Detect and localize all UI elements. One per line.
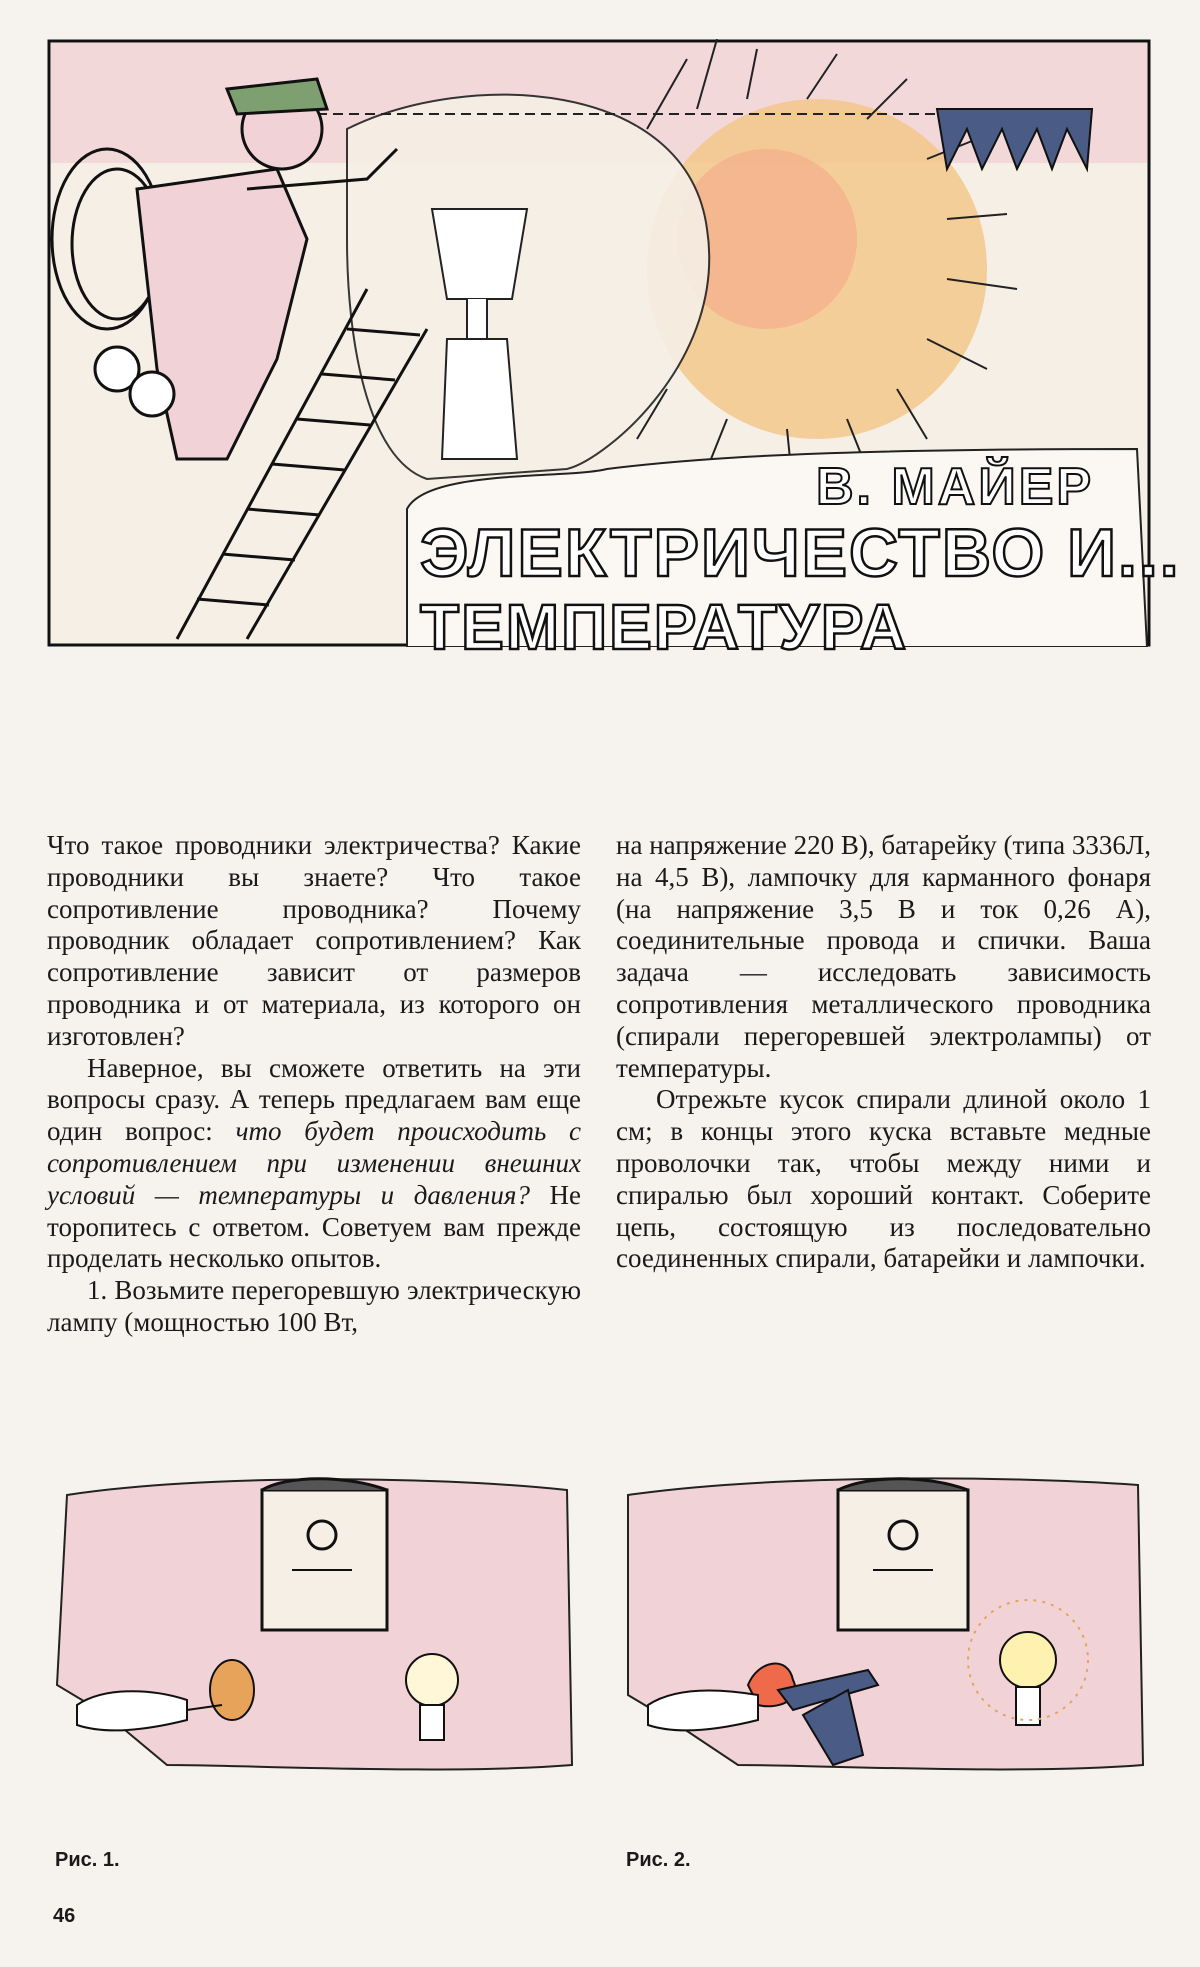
paragraph: 1. Возьмите перегоревшую электрическую лампу (мощностью 100 Вт, — [47, 1275, 581, 1337]
battery — [838, 1479, 968, 1630]
figure-1-caption: Рис. 1. — [55, 1849, 120, 1871]
figure-1-art — [47, 1465, 577, 1780]
paragraph-text: Наверное, вы сможете ответить на эти вопросы сразу. А теперь предлагаем вам еще один вопрос: — [47, 1052, 581, 1147]
article-title-line2: ТЕМПЕРАТУРА — [420, 591, 909, 663]
figure-2 — [618, 1465, 1148, 1780]
figure-2-art — [618, 1465, 1148, 1780]
paragraph: Отрежьте кусок спирали длиной около 1 см; в концы этого куска вставьте медные проволочки так, чтобы между ними и спиралью был хороший контакт. Соберите цепь, состоящую из последовательно соединенных спирали, батарейки и лампочки. — [616, 1084, 1151, 1274]
paragraph — [47, 1053, 581, 1276]
paragraph-text: Не торопитесь с ответом. Советуем вам прежде проделать несколько опытов. — [47, 1179, 581, 1274]
author-name: В. МАЙЕР — [816, 458, 1095, 516]
article-title-line1: ЭЛЕКТРИЧЕСТВО И... — [420, 515, 1181, 591]
battery — [262, 1479, 387, 1630]
italic-question: что будет происходить с сопротивлением при изменении внешних условий — температуры и давления? — [47, 1116, 581, 1210]
text-column-right — [616, 830, 1151, 1275]
paragraph: на напряжение 220 В), батарейку (типа 3336Л, на 4,5 В), лампочку для карманного фонаря (на напряжение 3,5 В и ток 0,26 А), соединительные провода и спички. Ваша задача — исследовать зависимость сопротивления металлического проводника (спирали перегоревшей электролампы) от температуры. — [616, 830, 1151, 1083]
hand-with-match — [648, 1691, 758, 1731]
figure-2-caption: Рис. 2. — [626, 1849, 691, 1871]
heated-filament — [210, 1660, 254, 1720]
text-column-left — [47, 830, 581, 1339]
paragraph: Что такое проводники электричества? Какие проводники вы знаете? Что такое сопротивление проводника? Почему проводник обладает сопротивлением? Как сопротивление зависит от размеров проводника и от материала, из которого он изготовлен? — [47, 830, 581, 1051]
page-number: 46 — [53, 1905, 76, 1927]
figure-1 — [47, 1465, 577, 1780]
